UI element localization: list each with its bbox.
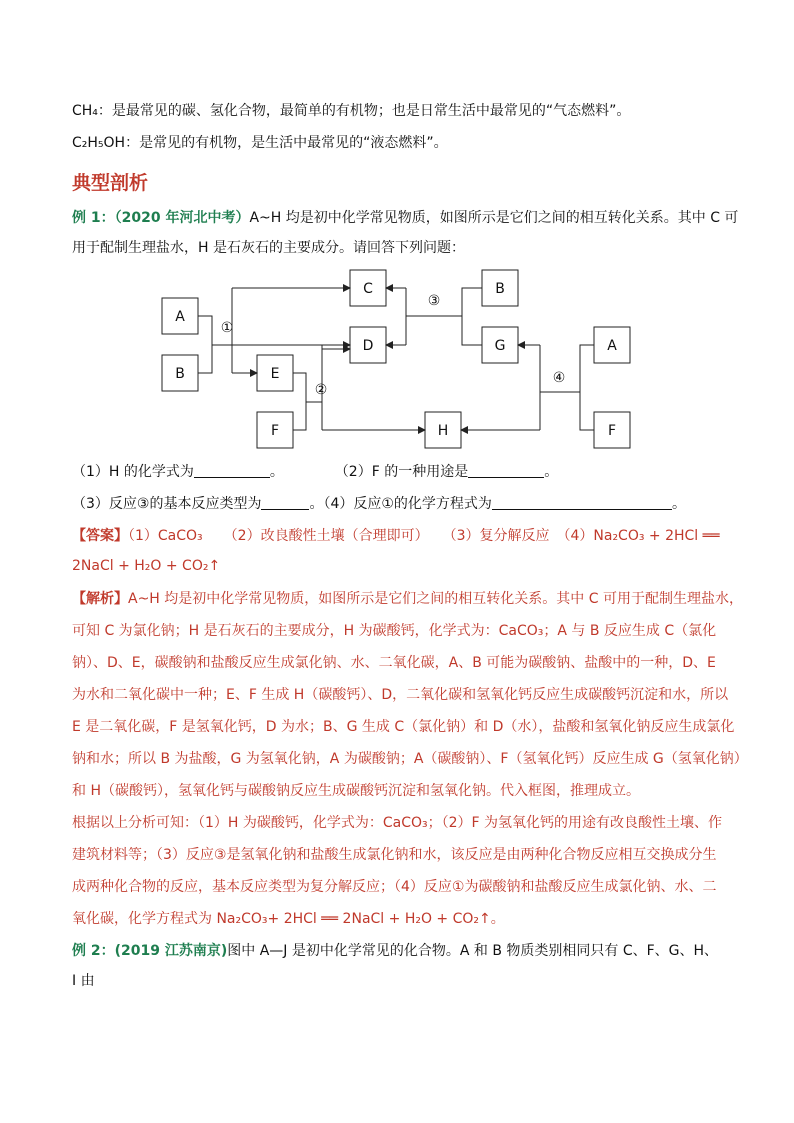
reaction-2-label: ② <box>314 382 328 398</box>
answer-label: 【答案】 <box>72 528 128 544</box>
analysis-label: 【解析】 <box>72 591 128 607</box>
q4-blank[interactable] <box>492 495 672 510</box>
analysis-line-3: 钠）、D、E，碳酸钠和盐酸反应生成氯化钠、水、二氧化碳，A、B 可能为碳酸钠、盐酸中的一种，D、E <box>72 655 716 671</box>
reaction-1-label: ① <box>220 320 234 336</box>
label-h: H <box>437 423 449 439</box>
section-title: 典型剖析 <box>72 172 149 194</box>
q3-end: 。 <box>309 496 324 512</box>
label-b-right: B <box>495 281 505 297</box>
analysis-line-7: 和 H（碳酸钙），氢氧化钙与碳酸钠反应生成碳酸钙沉淀和氢氧化钠。代入框图，推理成立。 <box>72 783 640 799</box>
label-a-right: A <box>607 338 617 354</box>
example2-stem-line1 <box>72 941 718 961</box>
analysis-line-1 <box>72 589 743 609</box>
label-f-left: F <box>270 423 280 439</box>
q1-blank[interactable] <box>194 463 270 478</box>
q2-end: 。 <box>544 464 559 480</box>
answer-line-2: 2NaCl + H₂O + CO₂↑ <box>72 558 221 574</box>
intro-c2h5oh: C₂H₅OH：是常见的有机物，是生活中最常见的“液态燃料”。 <box>72 135 448 151</box>
example2-stem-text: 图中 A—J 是初中化学常见的化合物。A 和 B 物质类别相同只有 C、F、G、H、 <box>227 943 719 959</box>
q4-text: （4）反应①的化学方程式为 <box>323 496 492 512</box>
q2-text: （2）F 的一种用途是 <box>334 464 469 480</box>
label-f-right: F <box>607 423 617 439</box>
label-d: D <box>362 338 374 354</box>
example2-stem-line2: I 由 <box>72 973 95 989</box>
intro-ch4: CH₄：是最常见的碳、氢化合物，最简单的有机物；也是日常生活中最常见的“气态燃料”。 <box>72 103 631 119</box>
answer-text: （1）CaCO₃ （2）改良酸性土壤（合理即可） （3）复分解反应 （4）Na₂CO₃ + 2HCl ══ <box>128 528 720 544</box>
questions-row-1 <box>72 462 558 482</box>
reaction-4-label: ④ <box>552 370 566 386</box>
example1-stem-line1 <box>72 208 738 228</box>
label-e: E <box>270 366 280 382</box>
label-g: G <box>494 338 506 354</box>
analysis-line-10: 成两种化合物的反应，基本反应类型为复分解反应；（4）反应①为碳酸钠和盐酸反应生成氯化钠、水、二 <box>72 879 717 895</box>
q4-end: 。 <box>671 496 686 512</box>
example2-label: 例 2： <box>72 943 115 959</box>
reaction-diagram <box>0 262 794 462</box>
q1-end: 。 <box>269 464 284 480</box>
q2-blank[interactable] <box>468 463 544 478</box>
analysis-text: A~H 均是初中化学常见物质，如图所示是它们之间的相互转化关系。其中 C 可用于配制生理盐水， <box>128 591 743 607</box>
analysis-line-11: 氧化碳，化学方程式为 Na₂CO₃+ 2HCl ══ 2NaCl + H₂O + CO₂↑。 <box>72 911 505 927</box>
label-b-left: B <box>175 366 185 382</box>
analysis-line-6: 钠和水；所以 B 为盐酸，G 为氢氧化钠，A 为碳酸钠；A（碳酸钠）、F（氢氧化钙）反应生成 G（氢氧化钠） <box>72 751 748 767</box>
example1-stem-line2: 用于配制生理盐水，H 是石灰石的主要成分。请回答下列问题： <box>72 240 465 256</box>
analysis-line-5: E 是二氧化碳，F 是氢氧化钙，D 为水；B、G 生成 C（氯化钠）和 D（水），盐酸和氢氧化钠反应生成氯化 <box>72 719 735 735</box>
example1-stem-text: A~H 均是初中化学常见物质，如图所示是它们之间的相互转化关系。其中 C 可 <box>249 210 739 226</box>
questions-row-2 <box>72 494 686 514</box>
example1-source: （2020 年河北中考） <box>114 210 250 226</box>
q3-text: （3）反应③的基本反应类型为 <box>72 496 262 512</box>
analysis-line-4: 为水和二氧化碳中一种；E、F 生成 H（碳酸钙）、D，二氧化碳和氢氧化钙反应生成碳酸钙沉淀和水，所以 <box>72 687 729 703</box>
reaction-3-label: ③ <box>427 293 441 309</box>
example1-label: 例 1： <box>72 210 115 226</box>
label-a-left: A <box>175 309 185 325</box>
answer-line-1 <box>72 526 720 546</box>
q1-text: （1）H 的化学式为 <box>72 464 194 480</box>
label-c: C <box>363 281 373 297</box>
q3-blank[interactable] <box>261 495 309 510</box>
analysis-line-8: 根据以上分析可知：（1）H 为碳酸钙，化学式为：CaCO₃；（2）F 为氢氧化钙的用途有改良酸性土壤、作 <box>72 815 723 831</box>
analysis-line-2: 可知 C 为氯化钠；H 是石灰石的主要成分，H 为碳酸钙，化学式为：CaCO₃；A 与 B 反应生成 C（氯化 <box>72 623 717 639</box>
example2-source: (2019 江苏南京) <box>114 943 228 959</box>
analysis-line-9: 建筑材料等；（3）反应③是氢氧化钠和盐酸生成氯化钠和水，该反应是由两种化合物反应相互交换成分生 <box>72 847 717 863</box>
